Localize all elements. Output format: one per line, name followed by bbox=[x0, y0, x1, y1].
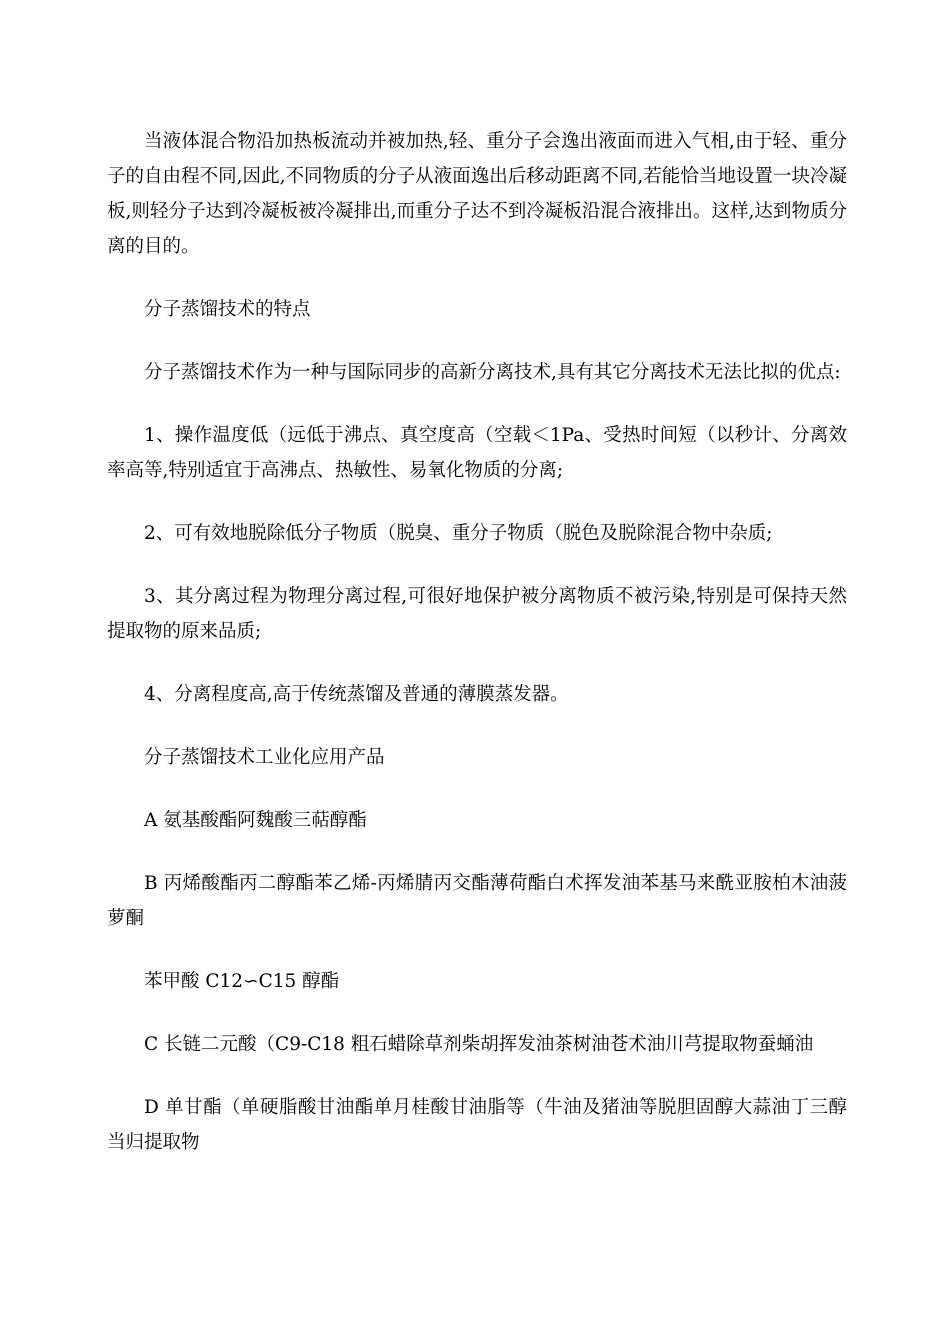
list-item-4: 4、分离程度高,高于传统蒸馏及普通的薄膜蒸发器。 bbox=[144, 684, 569, 705]
heading-features: 分子蒸馏技术的特点 bbox=[144, 299, 311, 320]
product-group-b: B 丙烯酸酯丙二醇酯苯乙烯-丙烯腈丙交酯薄荷酯白术挥发油苯基马来酰亚胺柏木油菠萝酮 bbox=[107, 873, 847, 929]
list-item-2: 2、可有效地脱除低分子物质（脱臭、重分子物质（脱色及脱除混合物中杂质; bbox=[144, 523, 773, 544]
product-group-b-continued: 苯甲酸 C12∽C15 醇酯 bbox=[144, 971, 340, 992]
paragraph-advantages-intro: 分子蒸馏技术作为一种与国际同步的高新分离技术,具有其它分离技术无法比拟的优点: bbox=[144, 362, 841, 383]
paragraph-separation-principle: 当液体混合物沿加热板流动并被加热,轻、重分子会逸出液面而进入气相,由于轻、重分子的自由程不同,因此,不同物质的分子从液面逸出后移动距离不同,若能恰当地设置一块冷凝板,则轻分子达到冷凝板被冷凝排出,而重分子达不到冷凝板沿混合液排出。这样,达到物质分离的目的。 bbox=[107, 131, 847, 257]
product-group-c: C 长链二元酸（C9-C18 粗石蜡除草剂柴胡挥发油茶树油苍术油川芎提取物蚕蛹油 bbox=[144, 1034, 814, 1055]
product-group-d: D 单甘酯（单硬脂酸甘油酯单月桂酸甘油脂等（牛油及猪油等脱胆固醇大蒜油丁三醇当归提取物 bbox=[107, 1097, 847, 1153]
list-item-1: 1、操作温度低（远低于沸点、真空度高（空载＜1Pa、受热时间短（以秒计、分离效率高等,特别适宜于高沸点、热敏性、易氧化物质的分离; bbox=[107, 425, 847, 481]
product-group-a: A 氨基酸酯阿魏酸三萜醇酯 bbox=[144, 810, 367, 831]
heading-industrial-products: 分子蒸馏技术工业化应用产品 bbox=[144, 747, 385, 768]
document-body bbox=[107, 124, 847, 1188]
list-item-3: 3、其分离过程为物理分离过程,可很好地保护被分离物质不被污染,特别是可保持天然提取物的原来品质; bbox=[107, 586, 847, 642]
